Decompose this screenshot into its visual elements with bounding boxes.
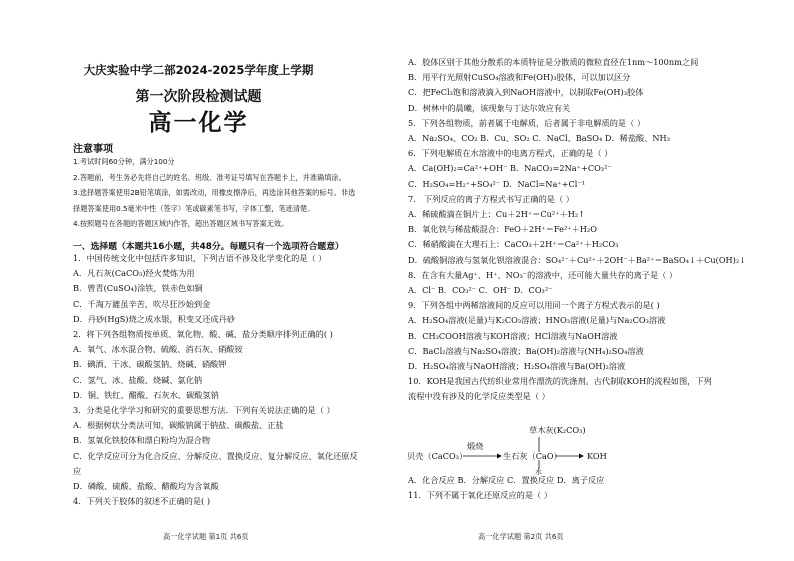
diagram-middle: 生石灰（CaO） [503, 451, 562, 461]
note-item: 择题答案使用0.5毫米中性（签字）笔或碳素笔书写，字体工整，笔迹清楚。 [73, 203, 315, 213]
question-line: B．碘酒、干冰、碳酸氢钠、烧碱、硝酸钾 [73, 359, 227, 370]
question-line: C．稀硝酸滴在大理石上：CaCO₃＋2H⁺＝Ca²⁺＋H₂CO₃ [408, 239, 619, 250]
section-heading: 一、选择题（本题共16小题，共48分。每题只有一个选项符合题意） [73, 242, 344, 252]
question-line: 11．下列不属于氧化还原反应的是（ ） [408, 490, 553, 501]
note-item: 4.按照题号在各题的答题区域内作答，超出答题区域书写答案无效。 [73, 219, 289, 228]
process-diagram [397, 425, 794, 477]
page-footer-right: 高一化学试题 第2页 共6页 [478, 532, 564, 541]
question-line: A．稀硫酸滴在铜片上：Cu＋2H⁺＝Cu²⁺＋H₂↑ [408, 209, 585, 220]
question-line: 8．在含有大量Ag⁺、H⁺、NO₃⁻的溶液中，还可能大量共存的离子是（ ） [408, 269, 678, 280]
question-line: C．化学反应可分为化合反应、分解反应、置换反应、复分解反应、氧化还原反 [73, 450, 358, 461]
note-item: 1.考试时间60分钟，满分100分 [73, 157, 175, 166]
question-list-left [73, 251, 391, 509]
diagram-product: KOH [587, 451, 607, 461]
exam-title: 第一次阶段检测试题 [135, 89, 262, 105]
question-line: D．硫酸铜溶液与氢氧化钡溶液混合：SO₄²⁻＋Cu²⁺＋2OH⁻＋Ba²⁺＝BaSO₄↓＋Cu(OH)₂↓ [408, 254, 747, 265]
question-line: A．凡石灰(CaCO₃)经火焚炼为用 [73, 268, 195, 279]
question-line: 7． 下列反应的离子方程式书写正确的是（ ） [408, 193, 574, 204]
question-line: A．氧气、冰水混合物、硫酸、消石灰、硝酸铵 [73, 344, 243, 355]
question-line: A．Ca(OH)₂=Ca²⁺+OH⁻ B．NaCO₃=2Na⁺+CO₃²⁻ [408, 163, 612, 174]
question-line: B．用平行光照射CuSO₄溶液和Fe(OH)₃胶体，可以加以区分 [408, 72, 631, 83]
question-line: 2．将下列各组物质按单质、氧化物、酸、碱、盐分类顺序排列正确的( ) [73, 329, 333, 340]
question-line: B．CH₃COOH溶液与KOH溶液；HCl溶液与NaOH溶液 [408, 330, 618, 341]
question-line: B．氢氧化铁胶体和漂白粉均为混合物 [73, 435, 211, 446]
question-line: C．BaCl₂溶液与Na₂SO₄溶液；Ba(OH)₂溶液与(NH₄)₂SO₄溶液 [408, 345, 644, 356]
question-line: B．氧化铁与稀盐酸混合：FeO＋2H⁺＝Fe²⁺＋H₂O [408, 224, 597, 235]
notes-heading: 注意事项 [73, 144, 113, 155]
question-line: C．把FeCl₃饱和溶液滴入到NaOH溶液中，以制取Fe(OH)₃胶体 [408, 87, 644, 98]
question-line: D．树林中的晨曦，该现象与丁达尔效应有关 [408, 102, 571, 113]
school-title: 大庆实验中学二部2024-2025学年度上学期 [83, 63, 314, 77]
note-item: 2.答题前，考生务必先将自己的姓名、班级、准考证号填写在答题卡上，并准确填涂。 [73, 172, 346, 182]
question-line: A．H₂SO₄溶液(足量)与K₂CO₃溶液；HNO₃溶液(足量)与Na₂CO₃溶液 [408, 315, 666, 326]
diagram-arrow1-label: 煅烧 [467, 441, 484, 451]
question-line: 3．分类是化学学习和研究的重要思想方法．下列有关说法正确的是（ ） [73, 405, 335, 416]
question-line: 流程中没有涉及的化学反应类型是（ ） [408, 391, 550, 402]
diagram-water-label: 水 [535, 468, 542, 476]
note-item: 3.选择题答案使用2B铅笔填涂，如需改动，用橡皮擦净后，再选涂其他答案的标号。非选 [73, 188, 356, 197]
q10-options-block [408, 473, 793, 503]
question-line: A．化合反应 B．分解反应 C．置换反应 D．离子反应 [408, 475, 605, 485]
diagram-start: 贝壳（CaCO₃） [407, 451, 468, 461]
question-line: D．铜、铁红、醋酸、石灰水、碳酸氢钠 [73, 389, 219, 400]
subject-title: 高一化学 [148, 109, 249, 136]
question-line: 4．下列关于胶体的叙述不正确的是( ) [73, 496, 211, 507]
page-footer-left: 高一化学试题 第1页 共6页 [163, 532, 249, 541]
question-line: D．丹砂(HgS)烧之成水银，积变又还成丹砂 [73, 313, 235, 324]
question-line: 5．下列各组物质，前者属于电解质，后者属于非电解质的是（ ） [408, 117, 646, 128]
question-line: 6．下列电解质在水溶液中的电离方程式，正确的是（ ） [408, 148, 613, 159]
question-line: C．H₂SO₄=H₂⁺+SO₄²⁻ D．NaCl=Na⁺+Cl⁻¹ [408, 178, 586, 189]
question-line: B．曾青(CuSO₄)涂铁，铁赤色如铜 [73, 283, 203, 294]
question-list-right [408, 55, 793, 405]
question-line: A．Na₂SO₄、CO₂ B．Cu、SO₂ C．NaCl、BaSO₄ D．稀盐酸、NH₃ [408, 133, 670, 144]
diagram-top-label: 草木灰(K₂CO₃) [529, 425, 586, 435]
question-line: 10．KOH是我国古代纺织业常用作漂洗的洗涤剂。古代制取KOH的流程如图，下列 [408, 376, 712, 387]
question-line: 应 [73, 465, 82, 476]
notes-list [73, 154, 398, 232]
question-line: 9．下列各组中两稀溶液间的反应可以用同一个离子方程式表示的是( ) [408, 300, 660, 311]
question-line: C．千淘万漉虽辛苦，吹尽狂沙始到金 [73, 298, 211, 309]
question-line: A．根据树状分类法可知，碳酸钠属于钠盐、碳酸盐、正盐 [73, 420, 284, 431]
page-right [397, 0, 794, 561]
question-line: 1．中国传统文化中包括许多知识，下列古语不涉及化学变化的是（ ） [73, 253, 327, 263]
question-line: C．氢气、冰、盐酸、烧碱、氯化钠 [73, 374, 203, 385]
question-line: A．胶体区别于其他分散系的本质特征是分散质的微粒直径在1nm～100nm之间 [408, 57, 699, 67]
question-line: D．磷酸、硫酸、盐酸、醋酸均为含氧酸 [73, 481, 219, 492]
question-line: D．H₂SO₄溶液与NaOH溶液；H₂SO₄溶液与Ba(OH)₂溶液 [408, 361, 626, 372]
question-line: A．Cl⁻ B．CO₃²⁻ C．OH⁻ D．CO₃²⁻ [408, 285, 553, 296]
